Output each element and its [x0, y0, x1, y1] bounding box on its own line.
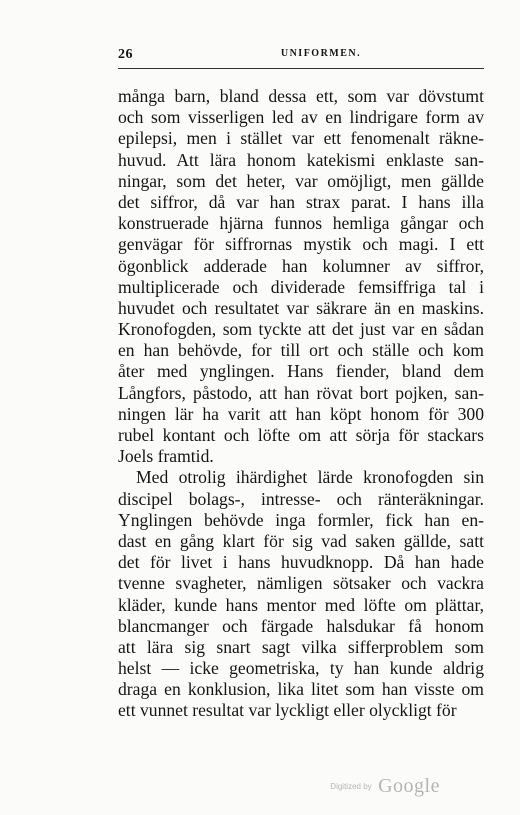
header-rule: [118, 68, 484, 69]
text-line: ningen lär ha varit att han köpt honom för 300: [118, 403, 484, 424]
page-header: [118, 47, 484, 67]
text-line: helst — icke geometriska, ty han kunde aldrig: [118, 658, 484, 679]
text-line: Ynglingen behövde inga formler, fick han en-: [118, 509, 484, 530]
text-line: kläder, kunde hans mentor med löfte om plättar,: [118, 594, 484, 615]
text-line: många barn, bland dessa ett, som var dövstumt: [118, 86, 484, 106]
text-line: en han behövde, for till ort och ställe och kom: [118, 340, 484, 361]
text-line: ningar, som det heter, var omöjligt, men gällde: [118, 170, 484, 191]
text-line: Joels framtid.: [118, 446, 214, 467]
text-line: att lära sig snart sagt vilka sifferproblem som: [118, 636, 484, 657]
text-line: multiplicerade och dividerade femsiffriga tal i: [118, 276, 484, 297]
text-line: huvudet och resultatet var säkrare än en maskins.: [118, 297, 484, 318]
running-head: UNIFORMEN.: [280, 48, 362, 59]
text-line: draga en konklusion, lika litet som han visste om: [118, 679, 484, 700]
text-line: discipel bolags-, intresse- och ränteräkningar.: [118, 488, 484, 509]
paragraph: [118, 86, 484, 467]
text-line: Kronofogden, som tyckte att det just var en sådan: [118, 319, 484, 340]
text-line: och som visserligen led av en lindrigare form av: [118, 107, 484, 128]
text-line: tvenne svagheter, nämligen sötsaker och vackra: [118, 573, 484, 594]
text-line: det siffror, då var han strax parat. I hans illa: [118, 191, 484, 212]
text-line: åter med ynglingen. Hans fiender, bland dem: [118, 361, 484, 382]
page-number: 26: [118, 47, 133, 62]
text-line: genvägar för siffrornas mystik och magi. I ett: [118, 234, 484, 255]
text-line: Med otrolig ihärdighet lärde kronofogden sin: [136, 467, 484, 488]
text-line: det för livet i hans huvudknopp. Då han hade: [118, 552, 484, 573]
watermark-prefix: Digitized by: [330, 782, 372, 791]
body-text: [118, 86, 484, 722]
google-logo: Google: [378, 775, 440, 797]
digitized-by-watermark: [330, 775, 440, 798]
text-line: konstruerade hjärna funnos hemliga gångar och: [118, 213, 484, 234]
paragraph: [118, 467, 484, 721]
text-line: epilepsi, men i stället var ett fenomenalt räkne-: [118, 128, 484, 149]
text-line: ögonblick adderade han kolumner av siffror,: [118, 255, 484, 276]
text-line: Långfors, påstodo, att han rövat bort pojken, san-: [118, 382, 484, 403]
text-line: blancmanger och färgade halsdukar få honom: [118, 615, 484, 636]
text-line: dast en gång klart för sig vad saken gällde, satt: [118, 530, 484, 551]
text-line: rubel kontant och löfte om att sörja för stackars: [118, 425, 484, 445]
text-line: ett vunnet resultat var lyckligt eller olyckligt för: [118, 700, 457, 721]
text-line: huvud. Att lära honom katekismi enklaste san-: [118, 149, 484, 170]
